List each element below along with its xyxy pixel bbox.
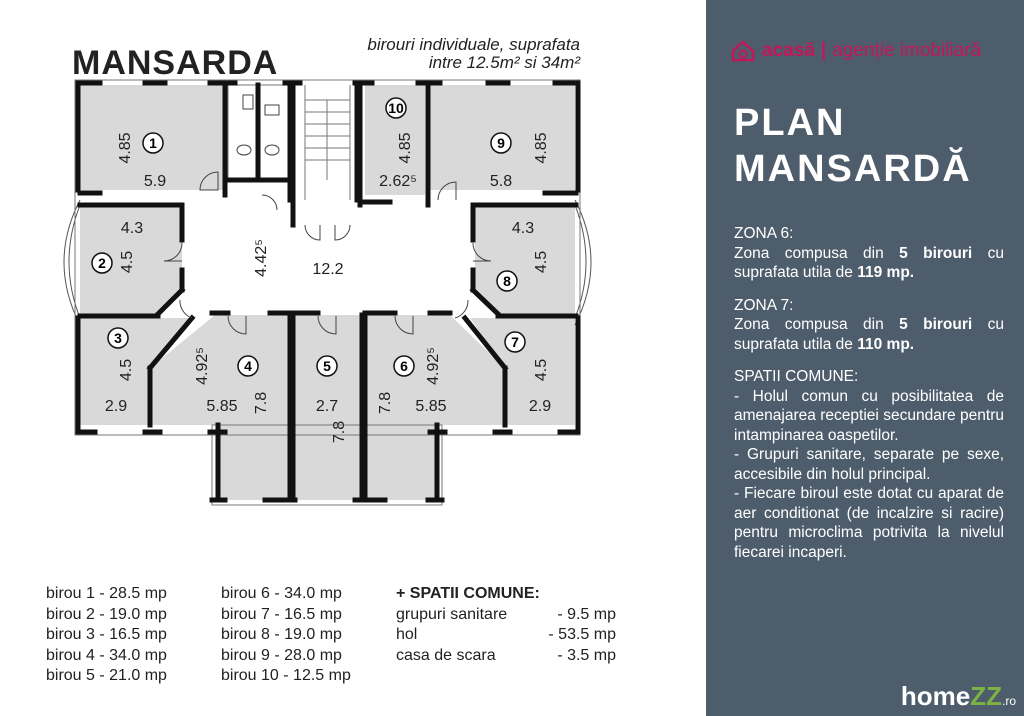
zones-description bbox=[734, 224, 1004, 575]
room-number-label: 1 bbox=[149, 135, 157, 151]
dimension-label-r10-w: 2.62⁵ bbox=[379, 173, 417, 190]
legend-column-2 bbox=[221, 584, 351, 687]
zone-6-title: ZONA 6: bbox=[734, 225, 794, 242]
dimension-label-hall-h: 4.42⁵ bbox=[253, 239, 270, 277]
legend-common-spaces bbox=[396, 584, 616, 666]
zone-7-title: ZONA 7: bbox=[734, 296, 794, 314]
room-number-label: 3 bbox=[114, 330, 122, 346]
legend-item: birou 7 - 16.5 mp bbox=[221, 605, 342, 623]
dimension-label-r9-w: 5.8 bbox=[489, 173, 513, 190]
dimension-label-r5-d: 7.8 bbox=[331, 420, 348, 444]
dimension-label-r2-h: 4.5 bbox=[119, 250, 136, 274]
agency-name: agenție imobiliară bbox=[832, 40, 982, 61]
dimension-label-r3-w: 2.9 bbox=[104, 398, 128, 415]
common-space-item: - Holul comun cu posibilitatea de amenajarea receptiei secundare pentru intampinarea oaspetilor. bbox=[734, 387, 1004, 444]
zone-7-text: Zona compusa din bbox=[734, 316, 900, 333]
dimension-label-r1-w: 5.9 bbox=[143, 173, 167, 190]
legend-common-title: + SPATII COMUNE: bbox=[396, 585, 540, 602]
sink-2 bbox=[265, 145, 279, 155]
dimension-label-r3-h: 4.5 bbox=[118, 358, 135, 382]
dimension-label-r4-h: 4.92⁵ bbox=[194, 347, 211, 385]
legend-item: birou 1 - 28.5 mp bbox=[46, 585, 167, 602]
bay-window-left-outer bbox=[64, 200, 80, 325]
room-number-label: 6 bbox=[400, 358, 408, 374]
zone-6-block bbox=[734, 224, 1004, 283]
zone-7-text-mid: cu suprafata utila de bbox=[734, 316, 1004, 353]
brand-name: acasă bbox=[762, 40, 815, 61]
room-number-label: 8 bbox=[503, 273, 511, 289]
dimension-label-r7-w: 2.9 bbox=[528, 398, 552, 415]
zone-6-area: 119 mp. bbox=[857, 264, 915, 281]
legend-column-1 bbox=[46, 584, 167, 687]
room-number-label: 7 bbox=[511, 334, 519, 350]
agency-logo bbox=[730, 40, 981, 62]
dimension-label-r8-w: 4.3 bbox=[511, 220, 535, 237]
dimension-label-r10-h: 4.85 bbox=[397, 132, 414, 164]
legend-common-value: - 53.5 mp bbox=[548, 626, 616, 643]
plan-subtitle-line1: birouri individuale, suprafata bbox=[367, 35, 580, 54]
dimension-label-hall-w: 12.2 bbox=[312, 261, 344, 278]
sidebar-title bbox=[734, 100, 972, 192]
legend-common-value: - 9.5 mp bbox=[557, 605, 616, 623]
brand-separator: | bbox=[820, 40, 827, 61]
dimension-label-r4-d: 7.8 bbox=[253, 391, 270, 415]
sidebar-title-line2: MANSARDĂ bbox=[734, 148, 972, 190]
zone-6-text: Zona compusa din bbox=[734, 244, 900, 262]
dimension-label-r6-d: 7.8 bbox=[377, 391, 394, 415]
dimension-label-r8-h: 4.5 bbox=[533, 250, 550, 274]
zone-6-offices: 5 birouri bbox=[899, 244, 973, 262]
dimension-label-r6-h: 4.92⁵ bbox=[425, 347, 442, 385]
legend-item: birou 2 - 19.0 mp bbox=[46, 605, 167, 623]
room-number-label: 4 bbox=[244, 358, 252, 374]
common-spaces-title: SPATII COMUNE: bbox=[734, 368, 859, 385]
zone-7-offices: 5 birouri bbox=[899, 316, 973, 333]
dimension-label-r1-h: 4.85 bbox=[117, 132, 134, 164]
common-space-item: - Grupuri sanitare, separate pe sexe, accesibile din holul principal. bbox=[734, 446, 1004, 483]
legend-common-row bbox=[396, 646, 616, 667]
plan-title: MANSARDA bbox=[72, 44, 279, 82]
watermark-home: home bbox=[900, 681, 971, 711]
legend-common-row bbox=[396, 605, 616, 626]
legend-common-row bbox=[396, 625, 616, 646]
legend-common-label: grupuri sanitare bbox=[396, 605, 508, 623]
door-swings bbox=[164, 172, 491, 334]
legend-common-label: hol bbox=[396, 626, 418, 643]
legend-item: birou 3 - 16.5 mp bbox=[46, 626, 167, 643]
dimension-label-r5-w: 2.7 bbox=[315, 398, 339, 415]
legend-item: birou 6 - 34.0 mp bbox=[221, 585, 342, 602]
room-number-label: 5 bbox=[323, 358, 331, 374]
zone-7-block bbox=[734, 296, 1004, 355]
legend-item: birou 9 - 28.0 mp bbox=[221, 646, 342, 664]
dimension-label-r7-h: 4.5 bbox=[533, 358, 550, 382]
legend-item: birou 4 - 34.0 mp bbox=[46, 646, 167, 664]
legend-item: birou 8 - 19.0 mp bbox=[221, 626, 342, 643]
sidebar-title-line1: PLAN bbox=[734, 102, 846, 144]
legend-common-value: - 3.5 mp bbox=[557, 646, 616, 664]
zone-7-area: 110 mp. bbox=[857, 335, 915, 353]
dimension-label-r4-w: 5.85 bbox=[206, 398, 238, 415]
room-number-label: 10 bbox=[388, 100, 404, 116]
house-icon bbox=[730, 40, 756, 62]
watermark-zz: ZZ bbox=[970, 681, 1002, 711]
watermark-ro: .ro bbox=[1001, 694, 1016, 708]
plan-subtitle-line2: intre 12.5m² si 34m² bbox=[428, 53, 580, 72]
legend-common-label: casa de scara bbox=[396, 646, 496, 664]
bay-window-right-outer bbox=[575, 200, 591, 325]
room-number-label: 9 bbox=[497, 135, 505, 151]
wc-1 bbox=[243, 95, 253, 109]
common-space-item: - Fiecare biroul este dotat cu aparat de aer conditionat (de incalzire si racire) pentru microclima potrivita la nivelul fiecarei incaperi. bbox=[734, 485, 1004, 561]
sink-1 bbox=[237, 145, 251, 155]
legend-item: birou 5 - 21.0 mp bbox=[46, 667, 167, 684]
homezz-watermark bbox=[901, 681, 1016, 712]
legend-item: birou 10 - 12.5 mp bbox=[221, 667, 351, 684]
info-sidebar bbox=[706, 0, 1024, 716]
room-number-label: 2 bbox=[98, 255, 106, 271]
dimension-label-r2-w: 4.3 bbox=[120, 220, 144, 237]
dimension-label-r9-h: 4.85 bbox=[533, 132, 550, 164]
common-spaces-block bbox=[734, 367, 1004, 562]
zone-6-text-mid: cu suprafata utila de bbox=[734, 244, 1004, 281]
wc-2 bbox=[265, 105, 279, 115]
dimension-label-r6-w: 5.85 bbox=[415, 398, 447, 415]
